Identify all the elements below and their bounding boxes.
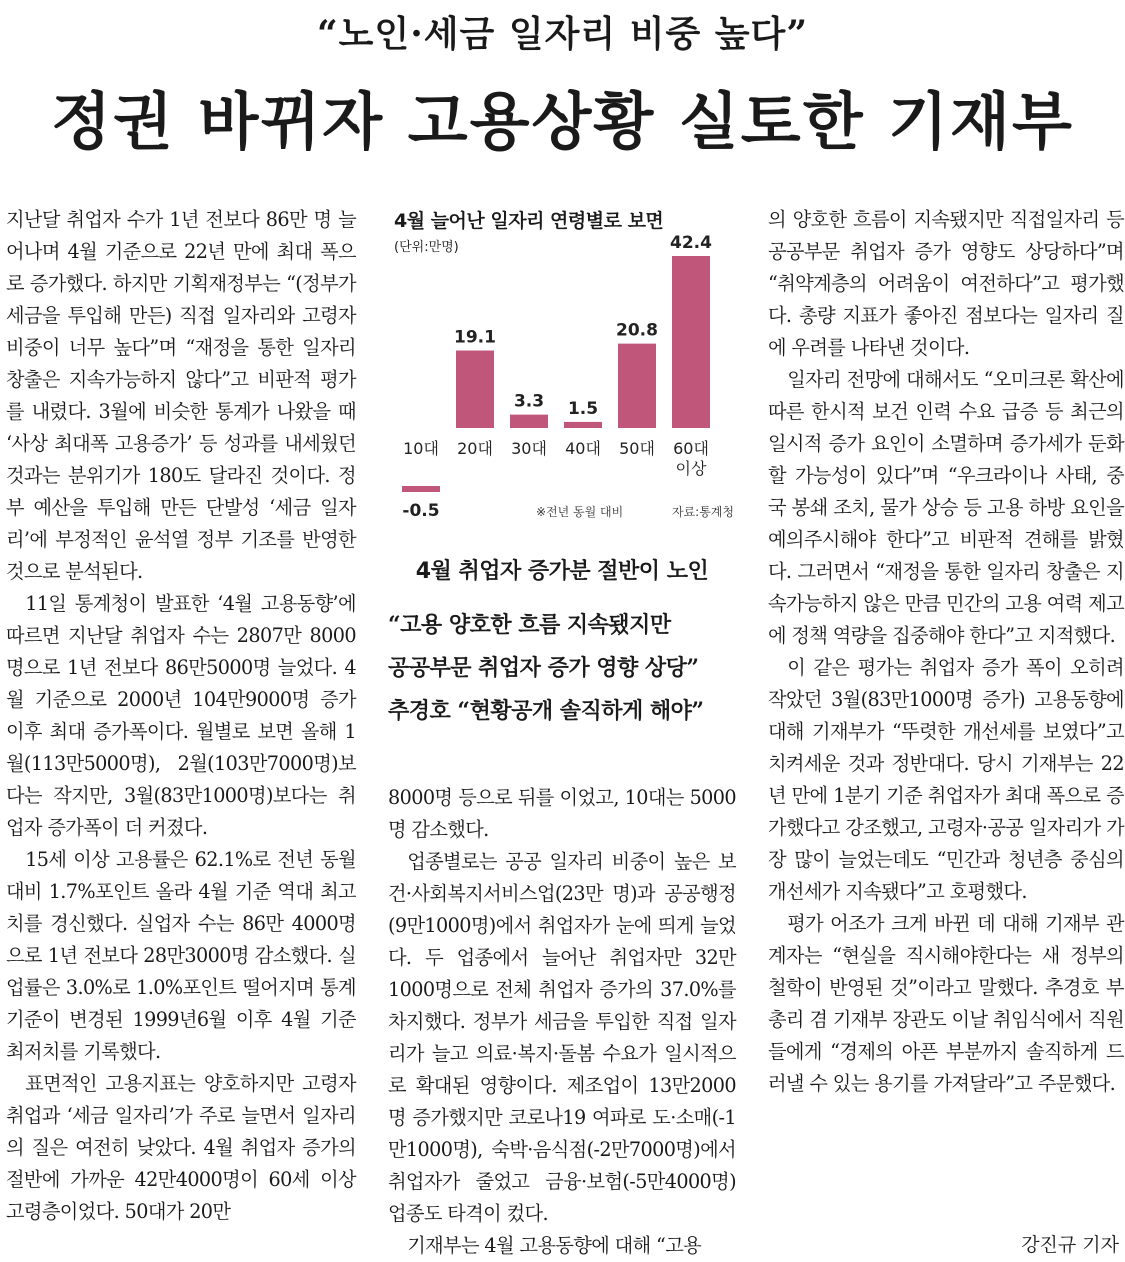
byline: 강진규 기자 <box>1021 1234 1119 1256</box>
article-column-1 <box>6 204 356 1228</box>
paragraph: 11일 통계청이 발표한 ‘4월 고용동향’에 따르면 지난달 취업자 수는 2807만 8000명으로 1년 전보다 86만5000명 늘었다. 4월 기준으로 2000년 104만9000명 증가 이후 최대 증가폭이다. 월별로 보면 올해 1월(113만5000명), 2월(103만7000명)보다는 작지만, 3월(83만1000명)보다는 취업자 증가폭이 더 커졌다. <box>6 592 356 839</box>
chart-value-label: 3.3 <box>513 391 545 412</box>
paragraph: 기재부는 4월 고용동향에 대해 “고용 <box>407 1234 702 1257</box>
chart-bar <box>402 486 440 492</box>
chart-category-label: 50대 <box>619 439 655 458</box>
deck-headlines <box>388 604 740 733</box>
chart-subheadline: 4월 취업자 증가분 절반이 노인 <box>415 559 709 584</box>
chart-canvas <box>388 196 738 536</box>
age-group-bar-chart <box>388 196 738 536</box>
paragraph: 일자리 전망에 대해서도 “오미크론 확산에 따른 한시적 보건 인력 수요 급증 등 최근의 일시적 증가 요인이 소멸하며 증가세가 둔화할 가능성이 있다”며 “우크라이나 사태, 중국 봉쇄 조치, 물가 상승 등 고용 하방 요인을 예의주시해야 한다”고 비판적 견해를 밝혔다. 그러면서 “재정을 통한 일자리 창출은 지속가능하지 않은 만큼 민간의 고용 여력 제고에 정책 역량을 집중해야 한다”고 지적했다. <box>768 368 1124 647</box>
chart-value-label: 1.5 <box>567 398 599 419</box>
chart-unit-label: (단위:만명) <box>394 240 459 255</box>
headline: 정권 바뀌자 고용상황 실토한 기재부 <box>51 85 1074 158</box>
chart-value-label: 19.1 <box>454 327 496 348</box>
article-column-3 <box>768 204 1124 1100</box>
chart-bar <box>456 351 494 428</box>
chart-value-label: 20.8 <box>616 320 658 341</box>
chart-value-label: 42.4 <box>670 233 712 253</box>
chart-source: 자료:통계청 <box>671 505 734 519</box>
chart-category-label: 30대 <box>511 439 547 458</box>
chart-category-label: 10대 <box>403 439 439 458</box>
paragraph: 15세 이상 고용률은 62.1%로 전년 동월 대비 1.7%포인트 올라 4월 기준 역대 최고치를 경신했다. 실업자 수는 86만 4000명으로 1년 전보다 28만3000명 감소했다. 실업률은 3.0%로 1.0%포인트 떨어지며 통계 기준이 변경된 1999년6월 이후 4월 기준 최저치를 기록했다. <box>6 848 356 1063</box>
chart-category-label: 60대 <box>673 439 709 458</box>
chart-bar <box>564 422 602 428</box>
paragraph: 8000명 등으로 뒤를 이었고, 10대는 5000명 감소했다. <box>388 786 736 841</box>
chart-category-label: 20대 <box>457 439 493 458</box>
deck-line: 추경호 “현황공개 솔직하게 해야” <box>388 698 704 724</box>
chart-category-label: 이상 <box>675 459 707 478</box>
paragraph: 업종별로는 공공 일자리 비중이 높은 보건·사회복지서비스업(23만 명)과 공공행정(9만1000명)에서 취업자가 눈에 띄게 늘었다. 두 업종에서 늘어난 취업자만 32만1000명으로 전체 취업자 증가의 37.0%를 차지했다. 정부가 세금을 투입한 직접 일자리가 늘고 의료·복지·돌봄 수요가 일시적으로 확대된 영향이다. 제조업이 13만2000명 증가했지만 코로나19 여파로 도·소매(-1만1000명), 숙박·음식점(-2만7000명)에서 취업자가 줄었고 금융·보험(-5만4000명) 업종도 타격이 컸다. <box>388 850 736 1225</box>
kicker-quote: “노인·세금 일자리 비중 높다” <box>316 13 809 55</box>
deck-line: “고용 양호한 흐름 지속됐지만 <box>388 612 671 638</box>
article-column-2 <box>388 782 736 1262</box>
chart-bar <box>618 344 656 428</box>
deck-line: 공공부문 취업자 증가 영향 상당” <box>388 655 699 681</box>
chart-category-label: 40대 <box>565 439 601 458</box>
chart-bar <box>672 256 710 428</box>
paragraph: 평가 어조가 크게 바뀐 데 대해 기재부 관계자는 “현실을 직시해야한다는 새 정부의 철학이 반영된 것”이라고 말했다. 추경호 부총리 겸 기재부 장관도 이날 취임식에서 직원들에게 “경제의 아픈 부분까지 솔직하게 드러낼 수 있는 용기를 가져달라”고 주문했다. <box>768 912 1124 1095</box>
chart-bar <box>510 415 548 428</box>
chart-value-label: -0.5 <box>402 501 440 521</box>
paragraph: 의 양호한 흐름이 지속됐지만 직접일자리 등 공공부문 취업자 증가 영향도 상당하다”며 “취약계층의 어려움이 여전하다”고 평가했다. 총량 지표가 좋아진 점보다는 일자리 질에 우려를 나타낸 것이다. <box>768 208 1124 359</box>
chart-title: 4월 늘어난 일자리 연령별로 보면 <box>394 210 664 232</box>
chart-note: ※전년 동월 대비 <box>536 505 624 519</box>
paragraph: 지난달 취업자 수가 1년 전보다 86만 명 늘어나며 4월 기준으로 22년 만에 최대 폭으로 증가했다. 하지만 기획재정부는 “(정부가 세금을 투입해 만든) 직접 일자리와 고령자 비중이 너무 높다”며 “재정을 통한 일자리 창출은 지속가능하지 않다”고 비판적 평가를 내렸다. 3월에 비슷한 통계가 나왔을 때 ‘사상 최대폭 고용증가’ 등 성과를 내세웠던 것과는 분위기가 180도 달라진 것이다. 정부 예산을 투입해 만든 단발성 ‘세금 일자리’에 부정적인 윤석열 정부 기조를 반영한 것으로 분석된다. <box>6 208 356 583</box>
paragraph: 이 같은 평가는 취업자 증가 폭이 오히려 작았던 3월(83만1000명 증가) 고용동향에 대해 기재부가 “뚜렷한 개선세를 보였다”고 치켜세운 것과 정반대다. 당시 기재부는 22년 만에 1분기 기준 취업자가 최대 폭으로 증가했다고 강조했고, 고령자·공공 일자리가 가장 많이 늘었는데도 “민간과 청년층 중심의 개선세가 지속됐다”고 호평했다. <box>768 656 1124 903</box>
paragraph: 표면적인 고용지표는 양호하지만 고령자 취업과 ‘세금 일자리’가 주로 늘면서 일자리의 질은 여전히 낮았다. 4월 취업자 증가의 절반에 가까운 42만4000명이 60세 이상 고령층이었다. 50대가 20만 <box>6 1072 356 1223</box>
